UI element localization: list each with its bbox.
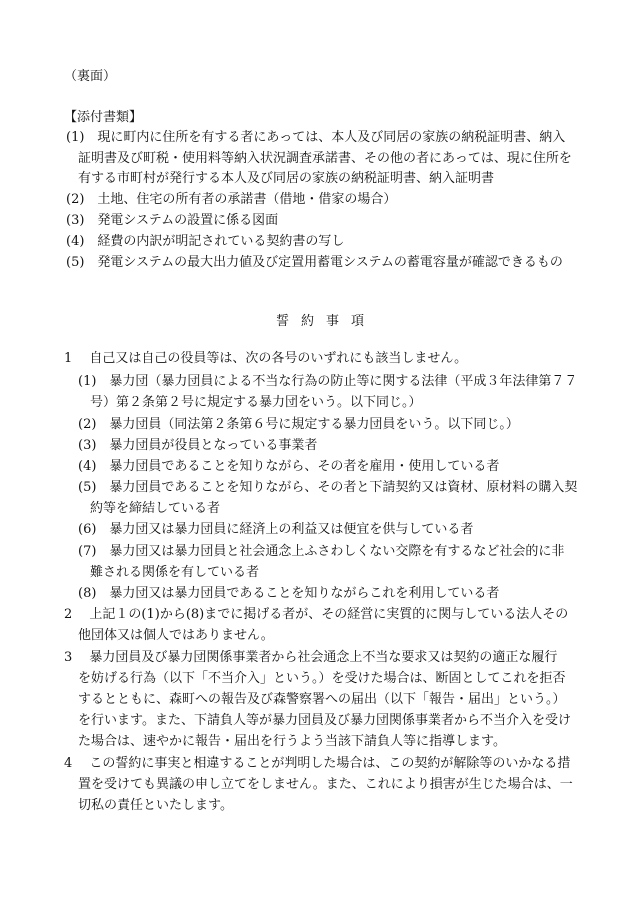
attachment-item-1-line-1: (1) 現に町内に住所を有する者にあっては、本人及び同居の家族の納税証明書、納入 <box>66 130 566 145</box>
attachment-item-5: (5) 発電システムの最大出力値及び定置用蓄電システムの蓄電容量が確認できるもの <box>66 255 563 270</box>
pledge-subitem-5-line-1: (5) 暴力団員であることを知りながら、その者と下請契約又は資材、原材料の購入契 <box>78 480 578 495</box>
attachment-item-2: (2) 土地、住宅の所有者の承諾書（借地・借家の場合） <box>66 192 397 207</box>
pledge-subitem-1-line-1: (1) 暴力団（暴力団員による不当な行為の防止等に関する法律（平成３年法律第７７ <box>78 374 578 389</box>
reverse-side-label: （裏面） <box>64 69 117 84</box>
pledge-subitem-8: (8) 暴力団又は暴力団員であることを知りながらこれを利用している者 <box>78 586 500 601</box>
attachment-item-3: (3) 発電システムの設置に係る図面 <box>66 213 279 228</box>
pledge-clause-3-line-2: を妨げる行為（以下「不当介入」という。）を受けた場合は、断固としてこれを拒否 <box>78 671 566 686</box>
pledge-subitem-4: (4) 暴力団員であることを知りながら、その者を雇用・使用している者 <box>78 459 500 474</box>
pledge-clause-1: 1 自己又は自己の役員等は、次の各号のいずれにも該当しません。 <box>64 351 468 366</box>
attachment-item-1-line-3: 有する市町村が発行する本人及び同居の家族の納税証明書、納入証明書 <box>78 171 495 186</box>
pledge-subitem-6: (6) 暴力団又は暴力団員に経済上の利益又は便宜を供与している者 <box>78 522 474 537</box>
attachment-item-1-line-2: 証明書及び町税・使用料等納入状況調査承諾書、その他の者にあっては、現に住所を <box>78 151 572 166</box>
pledge-clause-4-line-2: 置を受けても異議の申し立てをしません。また、これにより損害が生じた場合は、一 <box>78 777 573 792</box>
pledge-clause-4-line-3: 切私の責任といたします。 <box>78 798 233 813</box>
pledge-clause-3-line-1: 3 暴力団員及び暴力団関係事業者から社会通念上不当な要求又は契約の適正な履行 <box>64 650 558 665</box>
attachments-heading: 【添付書類】 <box>64 110 143 125</box>
pledge-subitem-5-line-2: 約等を締結している者 <box>90 501 221 516</box>
pledge-clause-3-line-4: を行います。また、下請負人等が暴力団員及び暴力団関係事業者から不当介入を受け <box>78 713 571 728</box>
pledge-subitem-3: (3) 暴力団員が役員となっている事業者 <box>78 438 318 453</box>
pledge-clause-4-line-1: 4 この誓約に事実と相違することが判明した場合は、この契約が解除等のいかなる措 <box>64 756 571 771</box>
pledge-subitem-7-line-2: 難される関係を有している者 <box>90 565 260 580</box>
pledge-title: 誓約事項 <box>276 314 377 329</box>
attachment-item-4: (4) 経費の内訳が明記されている契約書の写し <box>66 234 345 249</box>
pledge-subitem-2: (2) 暴力団員（同法第２条第６号に規定する暴力団員をいう。以下同じ。） <box>78 417 519 432</box>
pledge-subitem-1-line-2: 号）第２条第２号に規定する暴力団をいう。以下同じ。） <box>90 395 422 410</box>
pledge-clause-2-line-2: 他団体又は個人ではありません。 <box>78 628 274 643</box>
pledge-clause-3-line-3: するとともに、森町への報告及び森警察署への届出（以下「報告・届出」という。） <box>78 692 566 707</box>
pledge-subitem-7-line-1: (7) 暴力団又は暴力団員と社会通念上ふさわしくない交際を有するなど社会的に非 <box>78 544 565 559</box>
pledge-clause-2-line-1: 2 上記１の(1)から(8)までに掲げる者が、その経営に実質的に関与している法人その <box>64 607 569 622</box>
pledge-clause-3-line-5: た場合は、速やかに報告・届出を行うよう当該下請負人等に指導します。 <box>78 734 506 749</box>
